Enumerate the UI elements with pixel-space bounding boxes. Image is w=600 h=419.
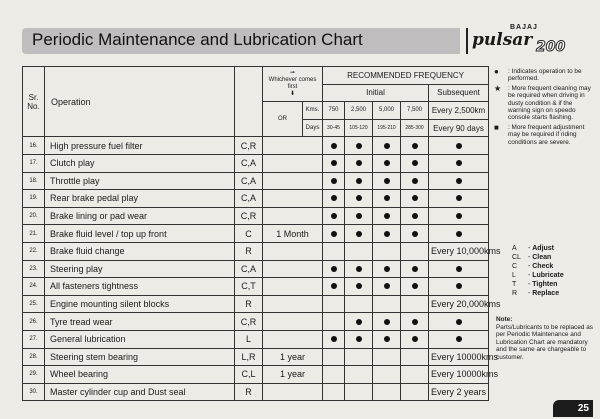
legend-text: : More frequent cleaning may be required when driving in dusty condition & if the warning sign on speedo console starts flashing. [508, 84, 591, 122]
initial-cell [373, 172, 401, 190]
initial-cell [345, 313, 373, 331]
bullet-icon [456, 160, 462, 166]
subsequent-cell: Every 10000kms [429, 366, 489, 384]
bullet-icon [331, 160, 337, 166]
initial-cell [401, 348, 429, 366]
bullet-icon [456, 213, 462, 219]
row-sr: 25. [23, 295, 45, 313]
table-row [23, 313, 489, 331]
code-dash: - [526, 272, 533, 279]
row-sr: 22. [23, 242, 45, 260]
row-code: C,R [235, 313, 263, 331]
days-value: 105-120 [345, 119, 373, 137]
row-code: C,A [235, 154, 263, 172]
row-operation: Clutch play [45, 154, 235, 172]
brand-model: pulsar [472, 30, 533, 50]
col-code-header [235, 67, 263, 137]
row-operation: Wheel bearing [45, 366, 235, 384]
table-row [23, 278, 489, 296]
bullet-icon [456, 266, 462, 272]
subsequent-cell [429, 260, 489, 278]
bullet-icon [331, 266, 337, 272]
initial-cell [401, 225, 429, 243]
code-letter: R [512, 290, 518, 297]
bullet-icon [384, 266, 390, 272]
initial-cell [345, 330, 373, 348]
code-meaning: Check [532, 263, 554, 270]
bullet-icon [384, 283, 390, 289]
initial-cell [323, 207, 345, 225]
row-code: C [235, 225, 263, 243]
row-operation: Brake fluid level / top up front [45, 225, 235, 243]
bullet-icon [356, 143, 362, 149]
whichever-label: Whichever comes first [268, 77, 317, 91]
row-operation: Brake fluid change [45, 242, 235, 260]
brand-logo [466, 22, 584, 58]
bullet-icon [356, 266, 362, 272]
initial-cell [323, 242, 345, 260]
initial-cell [401, 137, 429, 155]
table-row [23, 225, 489, 243]
code-dash: - [526, 281, 533, 288]
row-sr: 28. [23, 348, 45, 366]
row-sr: 26. [23, 313, 45, 331]
initial-cell [345, 348, 373, 366]
legend-item [494, 68, 594, 83]
page-title: Periodic Maintenance and Lubrication Chart [32, 30, 363, 49]
initial-cell [345, 137, 373, 155]
right-arrow-icon: ➞ [289, 70, 296, 77]
row-special [263, 190, 323, 208]
initial-cell [323, 330, 345, 348]
row-operation: Brake lining or pad wear [45, 207, 235, 225]
initial-cell [401, 172, 429, 190]
code-item [512, 244, 564, 253]
initial-cell [373, 207, 401, 225]
row-special [263, 242, 323, 260]
code-item [512, 253, 564, 262]
bullet-icon [384, 160, 390, 166]
bullet-icon [384, 195, 390, 201]
subsequent-cell: Every 2 years [429, 383, 489, 401]
bullet-icon [331, 231, 337, 237]
row-operation: All fasteners tightness [45, 278, 235, 296]
row-sr: 21. [23, 225, 45, 243]
code-dash: - [526, 290, 533, 297]
bullet-icon [331, 178, 337, 184]
row-sr: 27. [23, 330, 45, 348]
initial-cell [345, 190, 373, 208]
subsequent-kms: Every 2,500km [429, 102, 489, 120]
bullet-icon [412, 231, 418, 237]
note-title: Note: [496, 316, 513, 323]
initial-cell [345, 260, 373, 278]
row-special [263, 278, 323, 296]
bullet-icon [456, 143, 462, 149]
table-row [23, 172, 489, 190]
subsequent-cell: Every 10,000kms [429, 242, 489, 260]
initial-cell [373, 137, 401, 155]
bullet-icon [356, 178, 362, 184]
code-legend [512, 244, 564, 298]
initial-cell [401, 313, 429, 331]
initial-cell [323, 190, 345, 208]
row-sr: 18. [23, 172, 45, 190]
initial-cell [345, 207, 373, 225]
kms-label: Kms. [303, 102, 323, 120]
initial-cell [323, 366, 345, 384]
kms-value: 5,000 [373, 102, 401, 120]
initial-cell [323, 172, 345, 190]
subsequent-cell: Every 20,000kms [429, 295, 489, 313]
bullet-icon [331, 213, 337, 219]
table-row [23, 366, 489, 384]
legend-item [494, 124, 594, 146]
initial-cell [401, 383, 429, 401]
subsequent-cell [429, 225, 489, 243]
bullet-icon [412, 283, 418, 289]
initial-cell [323, 137, 345, 155]
or-label: OR [263, 102, 303, 137]
bullet-icon [356, 160, 362, 166]
row-special [263, 154, 323, 172]
subsequent-cell [429, 190, 489, 208]
subsequent-cell [429, 207, 489, 225]
row-code: R [235, 383, 263, 401]
bullet-icon [456, 178, 462, 184]
table-row [23, 190, 489, 208]
bullet-icon [412, 266, 418, 272]
row-code: C,L [235, 366, 263, 384]
initial-cell [401, 260, 429, 278]
bullet-icon [384, 231, 390, 237]
bullet-icon [456, 319, 462, 325]
legend-text: : Indicates operation to be performed. [508, 68, 582, 83]
square-icon: ■ [494, 122, 499, 132]
row-sr: 20. [23, 207, 45, 225]
initial-cell [373, 313, 401, 331]
code-meaning: Adjust [532, 245, 555, 252]
row-code: C,A [235, 172, 263, 190]
maintenance-table [22, 66, 501, 401]
row-operation: Rear brake pedal play [45, 190, 235, 208]
bullet-icon [456, 283, 462, 289]
code-letter: T [512, 281, 517, 288]
initial-cell [345, 242, 373, 260]
row-sr: 19. [23, 190, 45, 208]
initial-cell [373, 366, 401, 384]
initial-cell [401, 190, 429, 208]
down-arrow-icon: ⬇ [289, 91, 296, 98]
bullet-icon [412, 336, 418, 342]
code-meaning: Clean [532, 254, 552, 261]
brand-variant: 200 [536, 39, 566, 55]
chart-title-bar [22, 28, 460, 54]
initial-cell [401, 330, 429, 348]
initial-cell [373, 330, 401, 348]
kms-value: 750 [323, 102, 345, 120]
initial-header: Initial [323, 84, 429, 102]
initial-cell [373, 348, 401, 366]
row-code: L,R [235, 348, 263, 366]
initial-cell [345, 383, 373, 401]
initial-cell [345, 295, 373, 313]
row-operation: Steering stem bearing [45, 348, 235, 366]
row-code: C,R [235, 137, 263, 155]
initial-cell [323, 278, 345, 296]
initial-cell [373, 242, 401, 260]
bullet-icon [412, 178, 418, 184]
code-dash: - [526, 254, 533, 261]
row-special [263, 330, 323, 348]
bullet-icon [456, 195, 462, 201]
row-sr: 16. [23, 137, 45, 155]
bullet-icon [331, 283, 337, 289]
code-letter: L [512, 272, 516, 279]
bullet-icon: ● [494, 67, 499, 76]
row-sr: 30. [23, 383, 45, 401]
star-icon: ★ [494, 83, 502, 93]
row-code: C,A [235, 190, 263, 208]
initial-cell [401, 366, 429, 384]
initial-cell [323, 348, 345, 366]
table-row [23, 383, 489, 401]
subsequent-header: Subsequent [429, 84, 489, 102]
row-special [263, 207, 323, 225]
legend-text: : More frequent adjustment may be required if riding conditions are severe. [508, 123, 585, 146]
page-number: 25 [553, 400, 593, 417]
bullet-icon [331, 143, 337, 149]
table-row [23, 154, 489, 172]
whichever-header [263, 67, 323, 102]
bullet-icon [331, 195, 337, 201]
subsequent-cell [429, 137, 489, 155]
initial-cell [401, 207, 429, 225]
table-row [23, 207, 489, 225]
row-code: C,A [235, 260, 263, 278]
bullet-icon [384, 319, 390, 325]
bullet-icon [384, 143, 390, 149]
subsequent-cell [429, 154, 489, 172]
table-row [23, 242, 489, 260]
legend-item [494, 85, 594, 122]
bullet-icon [356, 283, 362, 289]
code-meaning: Tighten [532, 281, 558, 288]
code-item [512, 262, 564, 271]
subsequent-cell [429, 172, 489, 190]
row-operation: Engine mounting silent blocks [45, 295, 235, 313]
code-item [512, 280, 564, 289]
initial-cell [345, 172, 373, 190]
row-special: 1 year [263, 348, 323, 366]
initial-cell [401, 295, 429, 313]
subsequent-cell [429, 313, 489, 331]
bullet-icon [412, 213, 418, 219]
initial-cell [323, 313, 345, 331]
row-sr: 29. [23, 366, 45, 384]
days-value: 285-300 [401, 119, 429, 137]
bullet-icon [356, 195, 362, 201]
kms-value: 2,500 [345, 102, 373, 120]
days-value: 195-210 [373, 119, 401, 137]
initial-cell [345, 366, 373, 384]
table-row [23, 295, 489, 313]
col-sr-header: Sr. No. [23, 67, 45, 137]
days-value: 30-45 [323, 119, 345, 137]
row-operation: Master cylinder cup and Dust seal [45, 383, 235, 401]
subsequent-cell: Every 10000kms [429, 348, 489, 366]
col-operation-header: Operation [45, 67, 235, 137]
row-operation: High pressure fuel filter [45, 137, 235, 155]
bullet-icon [412, 160, 418, 166]
initial-cell [401, 154, 429, 172]
code-dash: - [526, 263, 533, 270]
table-row [23, 348, 489, 366]
table-row [23, 260, 489, 278]
note [496, 316, 596, 362]
days-label: Days [303, 119, 323, 137]
initial-cell [323, 154, 345, 172]
initial-cell [345, 278, 373, 296]
bullet-icon [356, 319, 362, 325]
code-letter: CL [512, 254, 521, 261]
table-row [23, 330, 489, 348]
row-operation: General lubrication [45, 330, 235, 348]
initial-cell [373, 190, 401, 208]
recommended-frequency-header: RECOMMENDED FREQUENCY [323, 67, 489, 85]
initial-cell [323, 383, 345, 401]
row-code: L [235, 330, 263, 348]
initial-cell [323, 295, 345, 313]
row-sr: 17. [23, 154, 45, 172]
row-code: R [235, 295, 263, 313]
row-special [263, 260, 323, 278]
code-meaning: Replace [532, 290, 560, 297]
row-code: C,T [235, 278, 263, 296]
brand-maker: BAJAJ [510, 24, 538, 31]
initial-cell [323, 260, 345, 278]
bullet-icon [356, 336, 362, 342]
row-sr: 24. [23, 278, 45, 296]
code-item [512, 289, 564, 298]
row-special [263, 295, 323, 313]
code-item [512, 271, 564, 280]
code-letter: A [512, 245, 517, 252]
legend [494, 68, 594, 148]
row-operation: Tyre tread wear [45, 313, 235, 331]
initial-cell [323, 225, 345, 243]
initial-cell [345, 225, 373, 243]
initial-cell [345, 154, 373, 172]
initial-cell [373, 260, 401, 278]
initial-cell [373, 278, 401, 296]
row-operation: Throttle play [45, 172, 235, 190]
row-special [263, 383, 323, 401]
initial-cell [373, 295, 401, 313]
bullet-icon [456, 231, 462, 237]
bullet-icon [412, 143, 418, 149]
row-special [263, 137, 323, 155]
row-special: 1 year [263, 366, 323, 384]
initial-cell [401, 242, 429, 260]
initial-cell [373, 154, 401, 172]
row-code: C,R [235, 207, 263, 225]
subsequent-days: Every 90 days [429, 119, 489, 137]
subsequent-cell [429, 278, 489, 296]
initial-cell [373, 225, 401, 243]
bullet-icon [456, 336, 462, 342]
row-code: R [235, 242, 263, 260]
bullet-icon [356, 231, 362, 237]
bullet-icon [331, 336, 337, 342]
row-special [263, 172, 323, 190]
table-row [23, 137, 489, 155]
kms-value: 7,500 [401, 102, 429, 120]
subsequent-cell [429, 330, 489, 348]
bullet-icon [356, 213, 362, 219]
initial-cell [401, 278, 429, 296]
bullet-icon [412, 319, 418, 325]
bullet-icon [384, 213, 390, 219]
code-letter: C [512, 263, 518, 270]
row-sr: 23. [23, 260, 45, 278]
bullet-icon [384, 336, 390, 342]
row-special: 1 Month [263, 225, 323, 243]
logo-divider [466, 28, 468, 54]
row-operation: Steering play [45, 260, 235, 278]
code-meaning: Lubricate [532, 272, 564, 279]
initial-cell [373, 383, 401, 401]
code-dash: - [526, 245, 533, 252]
bullet-icon [412, 195, 418, 201]
note-text: Parts/Lubricants to be replaced as per Periodic Maintenance and Lubrication Chart are mandatory and the same are chargeable to customer. [496, 323, 593, 361]
bullet-icon [384, 178, 390, 184]
row-special [263, 313, 323, 331]
